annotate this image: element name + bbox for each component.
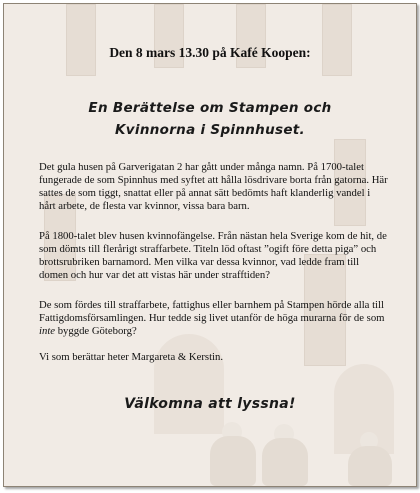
poster-content — [4, 4, 416, 486]
event-title — [4, 97, 416, 141]
poster — [3, 3, 417, 487]
paragraph-poor-parish — [39, 299, 389, 338]
event-title-line-2: Kvinnorna i Spinnhuset. — [115, 122, 305, 138]
paragraph-poor-parish-text-end: byggde Göteborg? — [55, 324, 137, 337]
paragraph-poor-parish-emphasis: inte — [39, 324, 56, 337]
event-date-location: Den 8 mars 13.30 på Kafé Koopen: — [109, 45, 311, 60]
paragraph-womens-prison: På 1800-talet blev husen kvinnofängelse. Från nästan hela Sverige kom de hit, de som dömts till flerårigt straffarbete. Titeln löd oftast ”ogift före detta piga” och brottsrubriken barnamord. Men vilka var dessa kvinnor, vad ledde fram till domen och hur var det att vistas här under strafftiden? — [39, 230, 387, 281]
welcome-message: Välkomna att lyssna! — [124, 396, 296, 412]
paragraph-spinnhus-history: Det gula husen på Garverigatan 2 har gått under många namn. På 1700-talet fungerade de som Spinnhus med syftet att hålla lösdrivare borta från gatorna. Här sattes de som tiggt, snattat eller på annat sätt bedömts haft klanderlig vandel i hårt arbete, de flesta var kvinnor, vissa bara barn. — [39, 161, 388, 212]
paragraph-storytellers: Vi som berättar heter Margareta & Kerstin. — [39, 351, 224, 363]
event-title-line-1: En Berättelse om Stampen och — [88, 100, 332, 116]
paragraph-poor-parish-text-start: De som fördes till straffarbete, fattighus eller barnhem på Stampen hörde alla till Fattigdomsförsamlingen. Hur tedde sig livet utanför de höga murarna för de som — [39, 299, 385, 324]
